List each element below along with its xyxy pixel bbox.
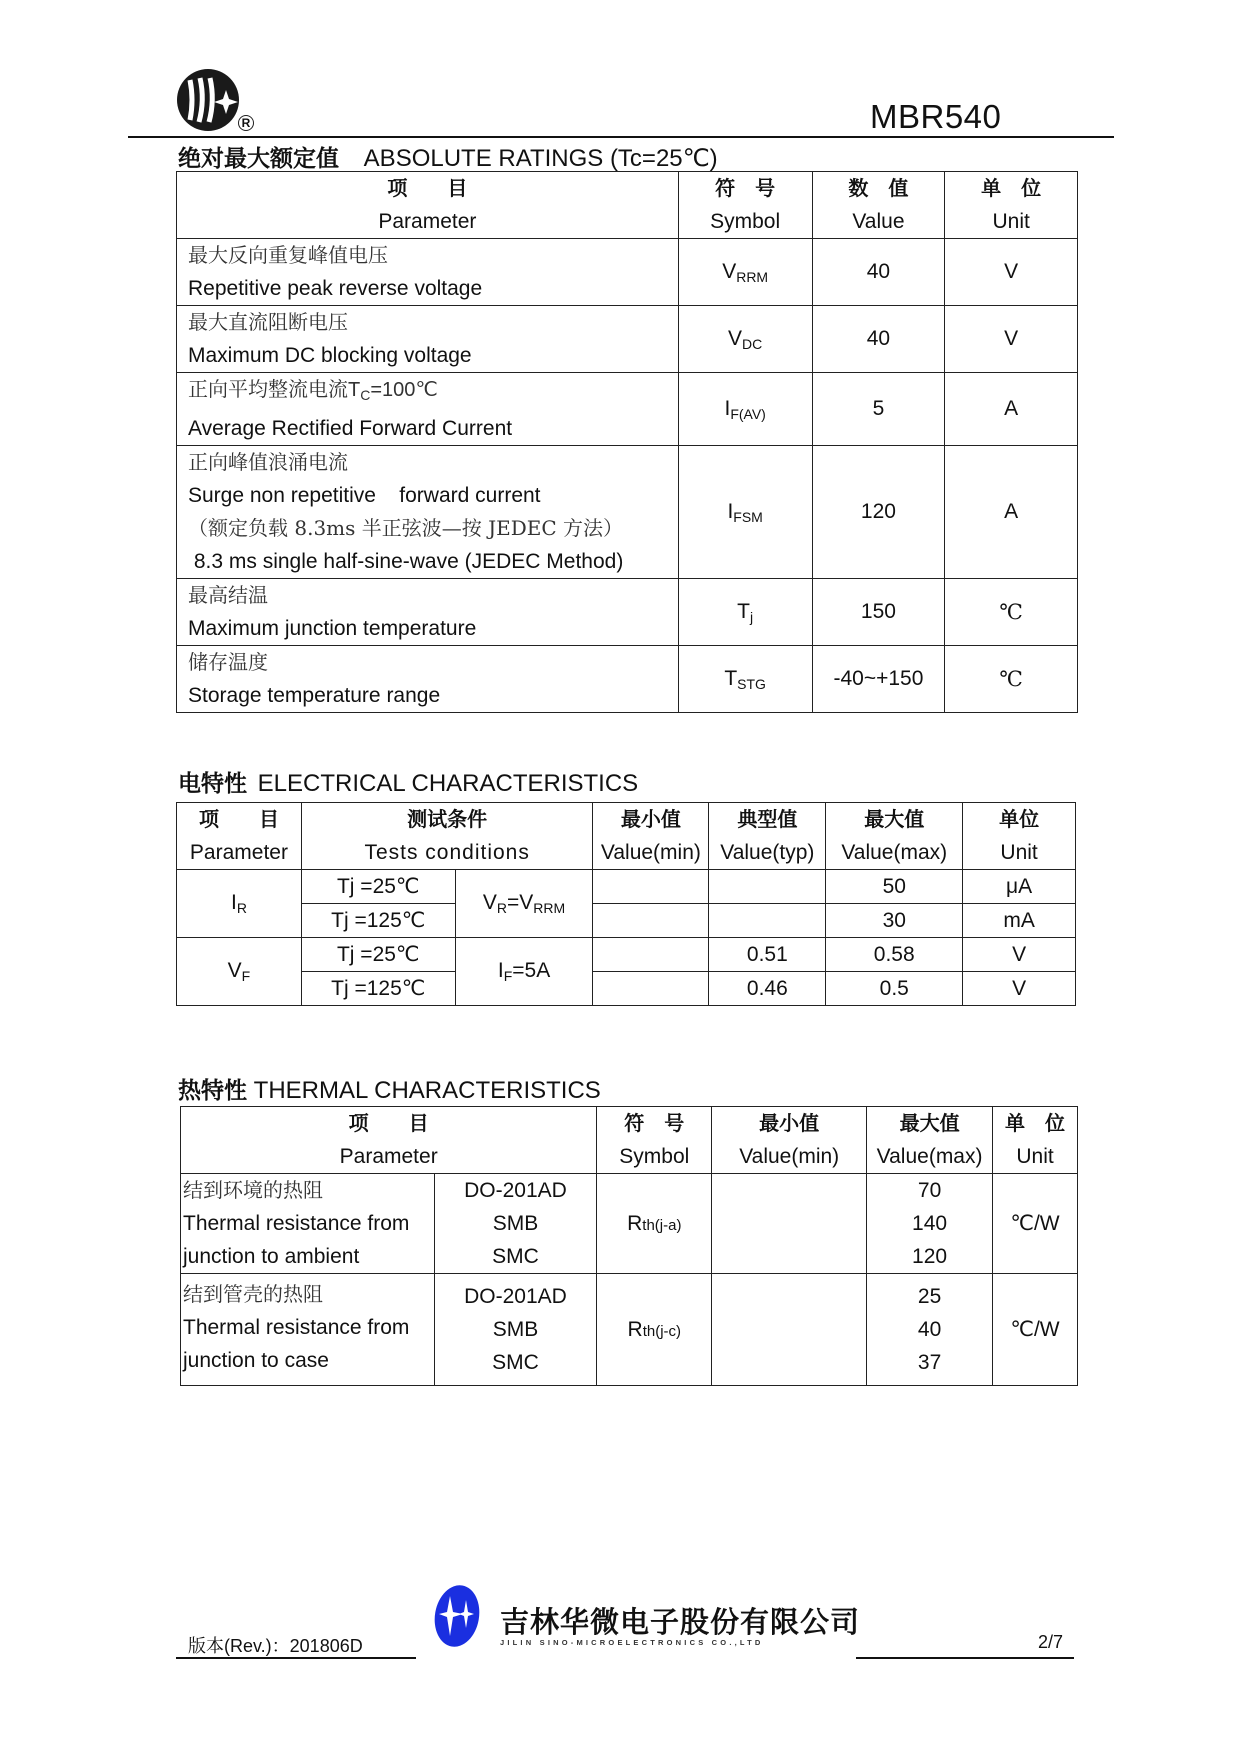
table-cell: $V_F$ [177, 938, 302, 1006]
table-row [177, 870, 1076, 904]
table-cell: DO-201AD SMB SMC [434, 1274, 597, 1386]
table-cell [709, 904, 826, 938]
table-cell: ℃/W [993, 1174, 1078, 1274]
table-cell: 0.51 [709, 938, 826, 972]
section-title-en: ABSOLUTE RATINGS (Tc=25℃) [363, 145, 718, 172]
table-cell: V [963, 972, 1076, 1006]
symbol-cell: $T_{STG}$ [678, 646, 812, 713]
company-name-cn: 吉林华微电子股份有限公司 [500, 1605, 861, 1639]
header-value: 数 值 Value [812, 172, 945, 239]
table-cell: 项 目 Parameter [181, 1107, 597, 1174]
table-row [181, 1174, 1078, 1274]
table-cell: Rth(j-a) [597, 1174, 712, 1274]
table-cell: 0.58 [826, 938, 963, 972]
table-cell [593, 972, 709, 1006]
table-cell: 单位 Unit [963, 803, 1076, 870]
table-cell: 30 [826, 904, 963, 938]
table-cell: 项 目 Parameter [177, 803, 302, 870]
table-cell: 25 40 37 [867, 1274, 993, 1386]
part-number: MBR540 [870, 98, 1002, 135]
table-row [177, 972, 1076, 1006]
table-cell [712, 1274, 867, 1386]
symbol-cell: $V_{RRM}$ [678, 239, 812, 306]
table-cell: DO-201AD SMB SMC [434, 1174, 597, 1274]
unit-cell: A [945, 446, 1078, 579]
revision-label: 版本(Rev.)：201806D [188, 1636, 363, 1656]
value-cell: -40~+150 [812, 646, 945, 713]
section-title-cn: 热特性 [178, 1078, 247, 1104]
unit-cell: V [945, 239, 1078, 306]
table-row [177, 373, 1078, 446]
symbol-cell: $T_j$ [678, 579, 812, 646]
header-divider [128, 136, 1114, 138]
page-number: 2/7 [1038, 1632, 1064, 1652]
footer-divider-left [176, 1657, 416, 1659]
table-cell: 单 位 Unit [993, 1107, 1078, 1174]
table-cell: Tj =25℃ [301, 870, 455, 904]
absolute-ratings-table [176, 171, 1078, 713]
table-cell: 50 [826, 870, 963, 904]
table-cell [593, 870, 709, 904]
footer-divider-right [856, 1657, 1074, 1659]
unit-cell: A [945, 373, 1078, 446]
value-cell: 150 [812, 579, 945, 646]
table-cell: μA [963, 870, 1076, 904]
symbol-cell: $V_{DC}$ [678, 306, 812, 373]
table-cell: Tj =125℃ [301, 904, 455, 938]
table-cell: 0.5 [826, 972, 963, 1006]
symbol-cell: $I_{FSM}$ [678, 446, 812, 579]
value-cell: 120 [812, 446, 945, 579]
table-cell: 符 号 Symbol [597, 1107, 712, 1174]
table-cell [593, 904, 709, 938]
value-cell: 5 [812, 373, 945, 446]
table-row [177, 646, 1078, 713]
header-symbol: 符 号 Symbol [678, 172, 812, 239]
company-name-en: JILIN SINO-MICROELECTRONICS CO.,LTD [500, 1638, 764, 1647]
table-row [177, 579, 1078, 646]
table-cell: 结到管壳的热阻 Thermal resistance from junction to case [181, 1274, 435, 1386]
table-cell: 最大直流阻断电压 Maximum DC blocking voltage [177, 306, 679, 373]
table-cell: 结到环境的热阻 Thermal resistance from junction to ambient [181, 1174, 435, 1274]
table-row [181, 1274, 1078, 1386]
table-row [177, 904, 1076, 938]
table-row [177, 239, 1078, 306]
section-title-cn: 绝对最大额定值 [178, 146, 339, 172]
value-cell: 40 [812, 239, 945, 306]
unit-cell: ℃ [945, 579, 1078, 646]
section-title-en: THERMAL CHARACTERISTICS [253, 1077, 601, 1104]
table-cell [712, 1174, 867, 1274]
value-cell: 40 [812, 306, 945, 373]
table-cell: 最高结温 Maximum junction temperature [177, 579, 679, 646]
electrical-table [176, 802, 1076, 1006]
table-header-row [177, 172, 1078, 239]
table-cell: 最小值 Value(min) [593, 803, 709, 870]
table-cell: 正向平均整流电流$T_C=100℃$ Average Rectified Forward Current [177, 373, 679, 446]
company-logo-icon [176, 68, 240, 132]
table-cell: 最大反向重复峰值电压 Repetitive peak reverse voltage [177, 239, 679, 306]
unit-cell: V [945, 306, 1078, 373]
header-unit: 单 位 Unit [945, 172, 1078, 239]
table-cell: Rth(j-c) [597, 1274, 712, 1386]
table-cell: $V_R=V_{RRM}$ [455, 870, 593, 938]
table-cell: 最大值 Value(max) [867, 1107, 993, 1174]
unit-cell: ℃ [945, 646, 1078, 713]
section-title-cn: 电特性 [178, 771, 247, 797]
absolute-ratings-title [178, 140, 718, 173]
registered-mark-icon: R [238, 115, 254, 131]
company-star-logo-icon [432, 1584, 482, 1648]
electrical-title [178, 765, 638, 798]
table-cell: ℃/W [993, 1274, 1078, 1386]
table-cell: 储存温度 Storage temperature range [177, 646, 679, 713]
table-cell: 0.46 [709, 972, 826, 1006]
table-cell: Tj =125℃ [301, 972, 455, 1006]
table-cell: V [963, 938, 1076, 972]
table-header-row [181, 1107, 1078, 1174]
table-row [177, 446, 1078, 579]
thermal-table [180, 1106, 1078, 1386]
table-cell [593, 938, 709, 972]
section-title-en: ELECTRICAL CHARACTERISTICS [257, 770, 639, 797]
table-cell: 最小值 Value(min) [712, 1107, 867, 1174]
table-cell: 最大值 Value(max) [826, 803, 963, 870]
symbol-cell: $I_{F(AV)}$ [678, 373, 812, 446]
table-row [177, 938, 1076, 972]
table-row [177, 306, 1078, 373]
table-cell: 正向峰值浪涌电流 Surge non repetitive forward current （额定负载 8.3ms 半正弦波—按 JEDEC 方法） 8.3 ms single half-sine-wave (JEDEC Method) [177, 446, 679, 579]
table-cell: Tj =25℃ [301, 938, 455, 972]
header-parameter: 项 目 Parameter [177, 172, 679, 239]
table-cell: 测试条件 Tests conditions [301, 803, 593, 870]
table-header-row [177, 803, 1076, 870]
table-cell: 70 140 120 [867, 1174, 993, 1274]
table-cell: $I_F=5A$ [455, 938, 593, 1006]
thermal-title [178, 1072, 601, 1105]
table-cell: mA [963, 904, 1076, 938]
table-cell: 典型值 Value(typ) [709, 803, 826, 870]
table-cell [709, 870, 826, 904]
table-cell: $I_R$ [177, 870, 302, 938]
